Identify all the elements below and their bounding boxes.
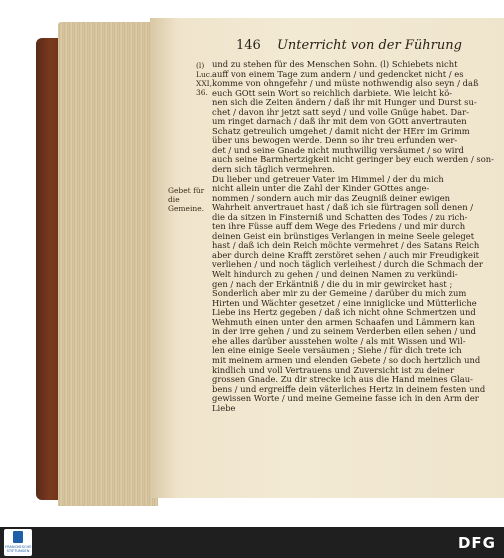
text-line: Liebe — [212, 402, 236, 413]
text-line: nicht allein unter die Zahl der Kinder GOttes ange- — [212, 183, 430, 194]
text-line: Welt hindurch zu gehen / und deinen Namen zu verkündi- — [212, 269, 458, 280]
text-line: Sonderlich aber mir zu der Gemeine / darüber du mich zum — [212, 288, 467, 299]
text-line: hast / daß ich dein Reich möchte vermehret / des Satans Reich — [212, 240, 480, 251]
text-line: gen / nach der Erkäntniß / die du in mir gewircket hast ; — [212, 278, 453, 289]
text-line: komme von ohngefehr / und müste nothwendig also seyn / daß — [212, 78, 479, 89]
margin-reference: (l) Luc. XXI, 36. — [196, 61, 213, 97]
text-line: Wehmuth einen unter den armen Schaafen und Lämmern kan — [212, 316, 475, 327]
text-line: auch seine Barmhertzigkeit nicht geringer bey euch werden / son- — [212, 154, 494, 165]
text-line: ten ihre Füsse auff dem Wege des Friedens / und mir durch — [212, 221, 466, 232]
body-text — [212, 60, 498, 413]
text-line: die da sitzen in Finsterniß und Schatten des Todes / zu rich- — [212, 211, 468, 222]
text-line: Hirten und Wächter gesetzet / eine inniglicke und Mütterliche — [212, 297, 477, 308]
text-line: gewissen Worte / und meine Gemeine fasse ich in den Arm der — [212, 393, 479, 404]
page-edges — [58, 22, 158, 506]
text-line: Du lieber und getreuer Vater im Himmel / der du mich — [212, 173, 444, 184]
page-header — [236, 38, 462, 53]
text-line: auff von einem Tage zum andern / und gedencket nicht / es — [212, 68, 464, 79]
text-line: det / und seine Gnade nicht muthwillig versäumet / so wird — [212, 144, 464, 155]
text-line: deinen Geist ein brünstiges Verlangen in meine Seele geleget — [212, 230, 475, 241]
text-line: mit meinem armen und elenden Gebete / so doch hertzlich und — [212, 354, 481, 365]
dfg-logo[interactable]: DFG — [457, 534, 496, 552]
text-line: Liebe ins Hertz gegeben / daß ich nicht ohne Schmertzen und — [212, 307, 476, 318]
text-line: und zu stehen für des Menschen Sohn. (l) Schiebets nicht — [212, 60, 458, 69]
text-line: Schatz getreulich umgehet / damit nicht der HErr im Grimm — [212, 125, 470, 136]
text-line: Wahrheit anvertrauet hast / daß ich sie fürtragen soll denen / — [212, 202, 474, 213]
page-number: 146 — [236, 38, 261, 53]
margin-prayer-heading: Gebet für die Gemeine. — [168, 186, 205, 213]
text-line: verliehen / und noch täglich verleihest / durch die Schmach der — [212, 259, 483, 270]
library-logo[interactable] — [4, 529, 32, 556]
text-line: dern sich täglich vermehren. — [212, 164, 335, 175]
text-line: aber durch deine Krafft zerstöret sehen / auch mir Freudigkeit — [212, 249, 479, 260]
text-line: len eine einige Seele versäumen ; Siehe / für dich trete ich — [212, 345, 462, 356]
text-line: über uns bewogen werde. Denn so ihr treu erfunden wer- — [212, 135, 458, 146]
text-line: grossen Gnade. Zu dir strecke ich aus die Hand meines Glau- — [212, 374, 473, 385]
text-line: bens / und ergreiffe dein väterliches Hertz in deinem festen und — [212, 383, 486, 394]
text-line: euch GOtt sein Wort so reichlich darbiete. Wie leicht kö- — [212, 87, 453, 98]
text-line: ehe alles darüber ausstehen wolte / als mit Wissen und Wil- — [212, 335, 466, 346]
text-line: nommen / sondern auch mir das Zeugniß deiner ewigen — [212, 192, 451, 203]
running-title: Unterricht von der Führung — [276, 38, 462, 53]
library-emblem-icon — [13, 531, 23, 543]
text-line: in der irre gehen / und zu seinem Verderben eilen sehen / und — [212, 326, 476, 337]
text-line: nen sich die Zeiten ändern / daß ihr mit Hunger und Durst su- — [212, 97, 477, 108]
text-line: chet / davon ihr jetzt satt seyd / und volle Gnüge habet. Dar- — [212, 106, 469, 117]
library-logo-text: FRANCKESCHE STIFTUNGEN — [5, 545, 32, 553]
text-line: kindlich und voll Vertrauens und Zuversicht ist zu deiner — [212, 364, 455, 375]
text-line: um ringet darnach / daß ihr mit dem von GOtt anvertrauten — [212, 116, 467, 127]
viewer-footer-bar — [0, 527, 504, 558]
